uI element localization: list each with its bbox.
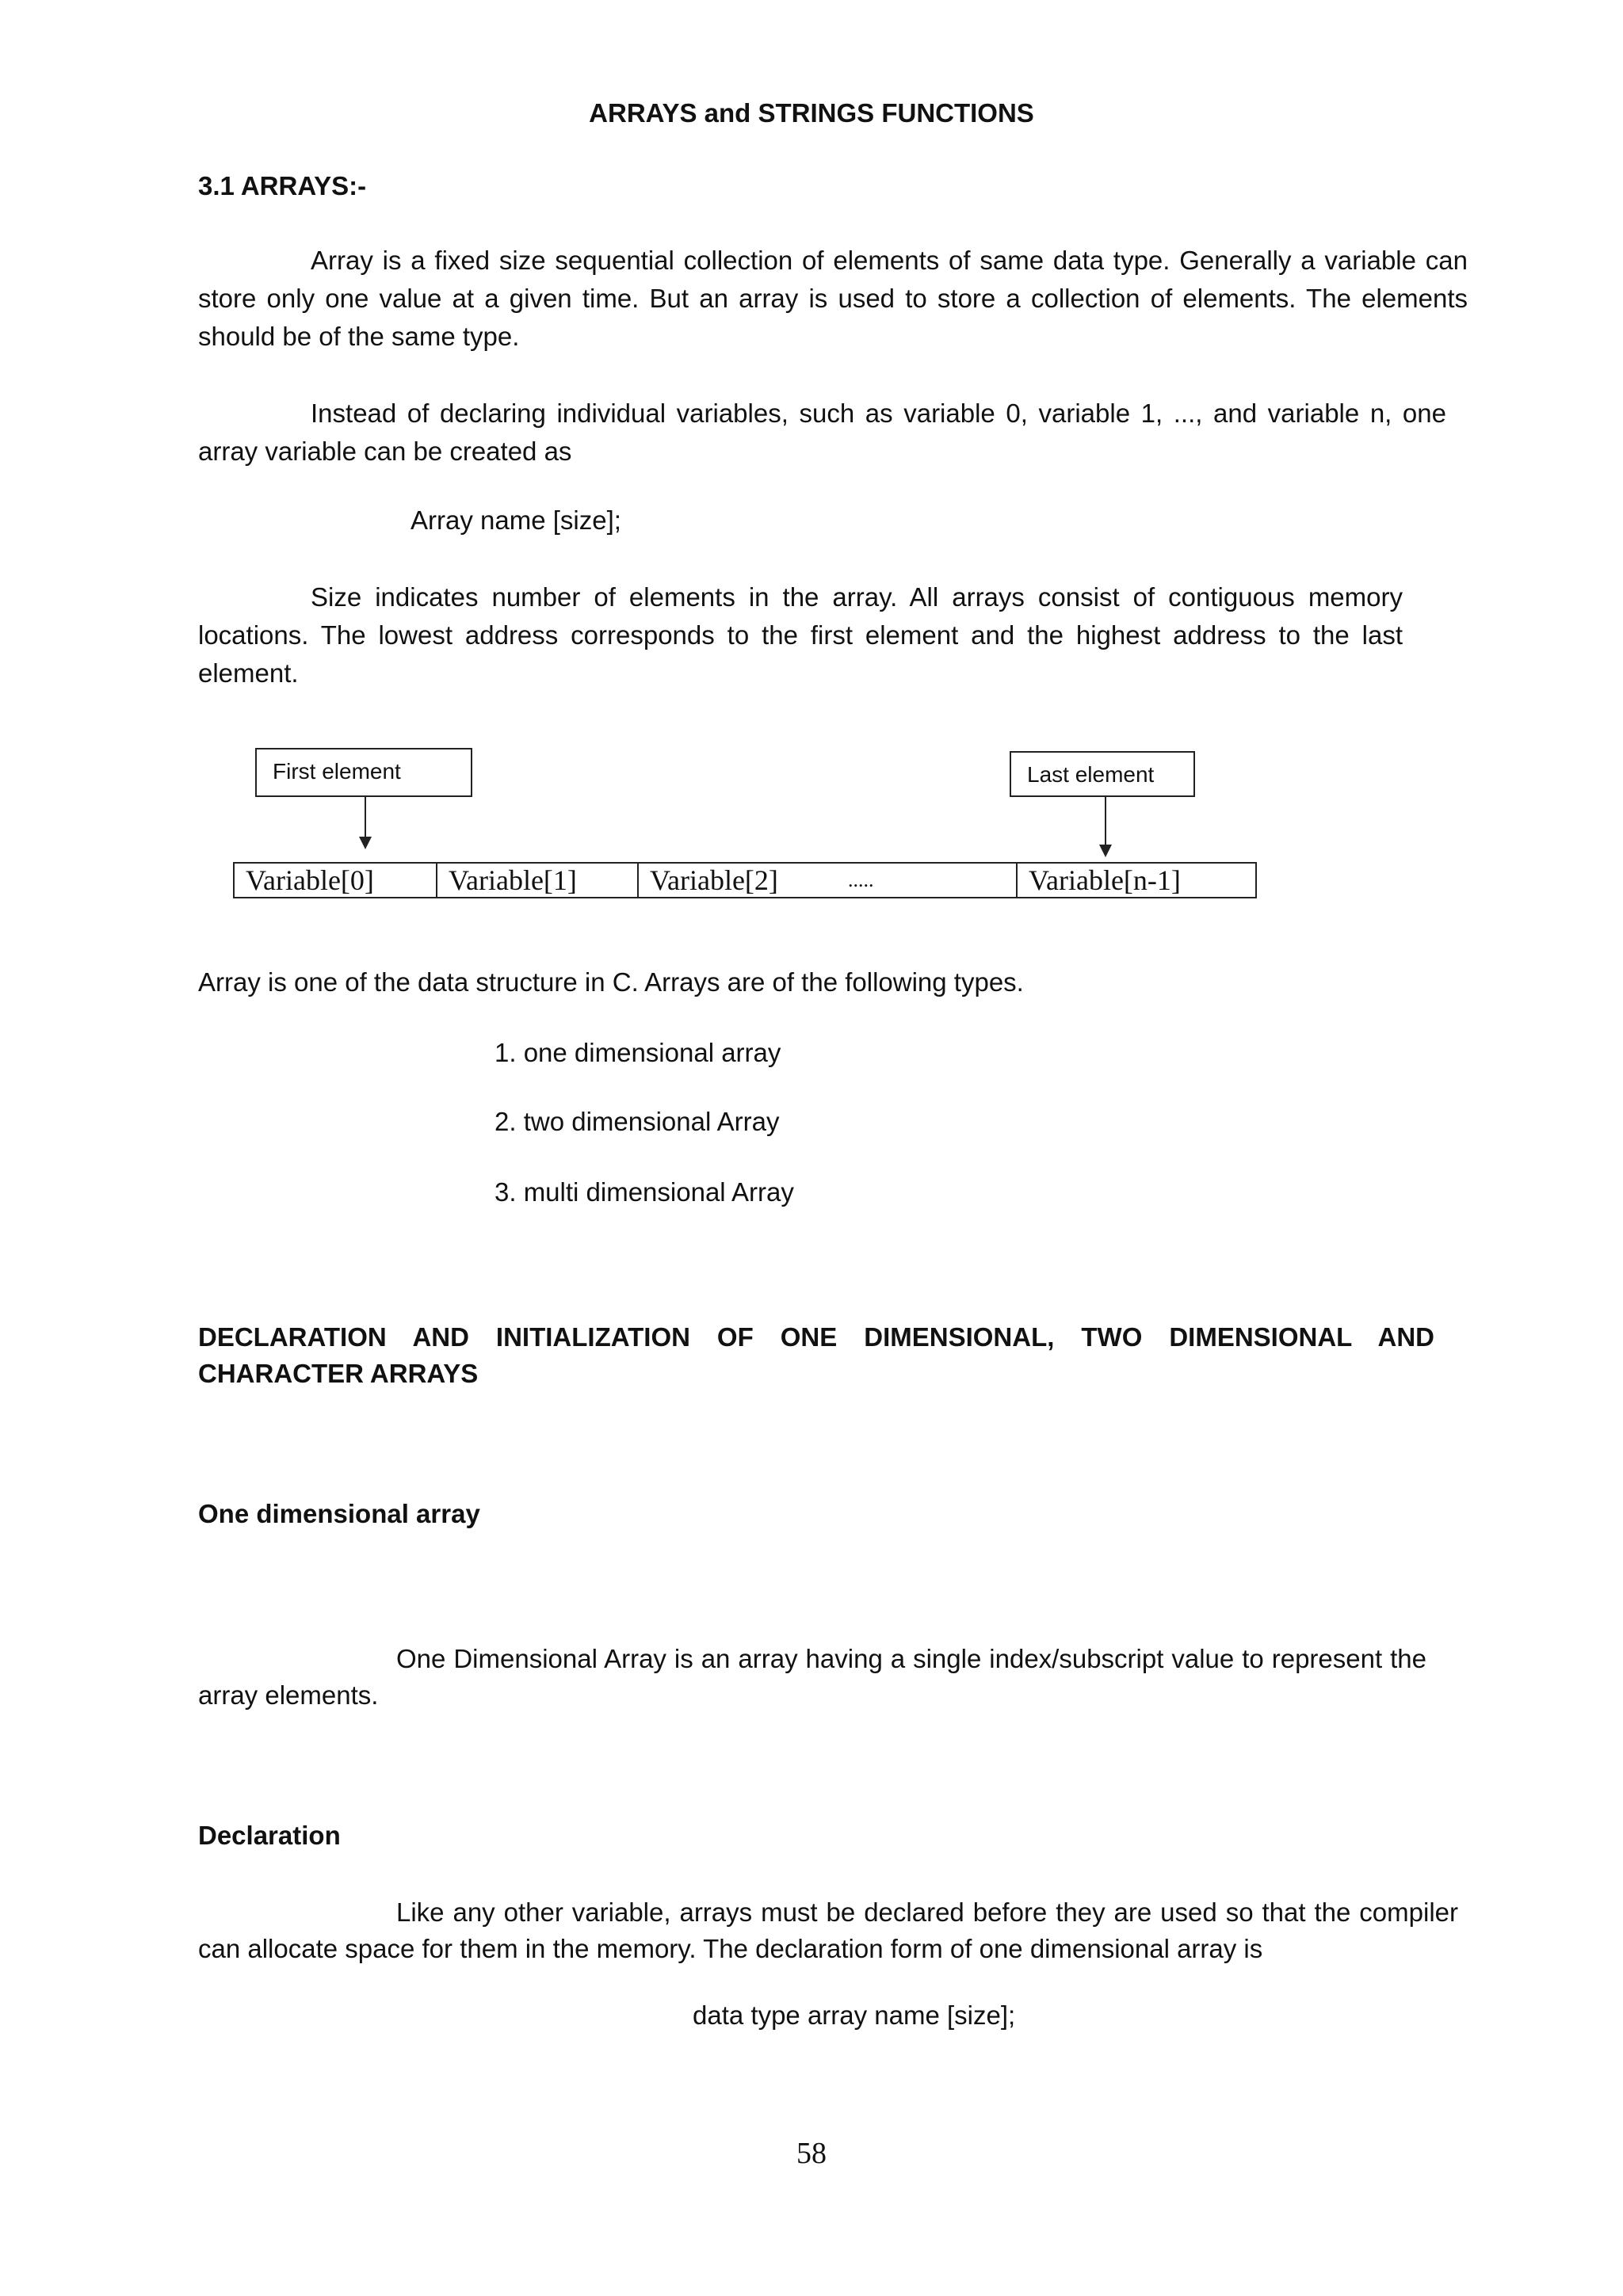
last-element-arrowhead [1099,845,1112,857]
array-cells [233,862,1257,898]
last-element-label: Last element [1010,751,1195,797]
array-cell: Variable[n-1] [1029,864,1181,896]
last-element-arrow [1105,797,1106,846]
first-element-label: First element [255,748,472,797]
array-ellipsis: ..... [837,864,1018,897]
syntax-array-name: Array name [size]; [411,505,621,535]
subheading-declaration: Declaration [198,1821,341,1850]
paragraph-array-size: Size indicates number of elements in the array. All arrays consist of contiguous memory locations. The lowest address corresponds to the first element and the highest address to the last element. [198,582,1403,688]
paragraph-declaration: Like any other variable, arrays must be declared before they are used so that the compiler can allocate space for them in the memory. The declaration form of one dimensional array is [198,1897,1458,1963]
first-element-arrow [365,797,366,838]
list-item: 2. two dimensional Array [495,1107,780,1136]
page-title: ARRAYS and STRINGS FUNCTIONS [589,98,1034,128]
array-cell: Variable[2] [650,864,778,896]
paragraph-array-variables: Instead of declaring individual variables, such as variable 0, variable 1, ..., and variable n, one array variable can be created as [198,399,1446,466]
array-cell: Variable[0] [235,864,437,897]
subheading-one-dimensional: One dimensional array [198,1499,480,1528]
page-number: 58 [796,2137,827,2170]
section-heading: 3.1 ARRAYS:- [198,171,367,200]
first-element-arrowhead [359,837,372,849]
paragraph-array-definition: Array is a fixed size sequential collection of elements of same data type. Generally a variable can store only one value at a given time. But an array is used to store a collection of elements. The elements should be of the same type. [198,246,1468,351]
paragraph-data-structure: Array is one of the data structure in C. Arrays are of the following types. [198,967,1024,997]
paragraph-one-dimensional: One Dimensional Array is an array having a single index/subscript value to represent the array elements. [198,1644,1426,1710]
syntax-declaration: data type array name [size]; [693,2000,1016,2030]
array-cell: Variable[1] [437,864,639,897]
list-item: 1. one dimensional array [495,1038,781,1067]
heading-declaration-initialization: DECLARATION AND INITIALIZATION OF ONE DIMENSIONAL, TWO DIMENSIONAL AND CHARACTER ARRAYS [198,1322,1434,1388]
list-item: 3. multi dimensional Array [495,1177,794,1207]
